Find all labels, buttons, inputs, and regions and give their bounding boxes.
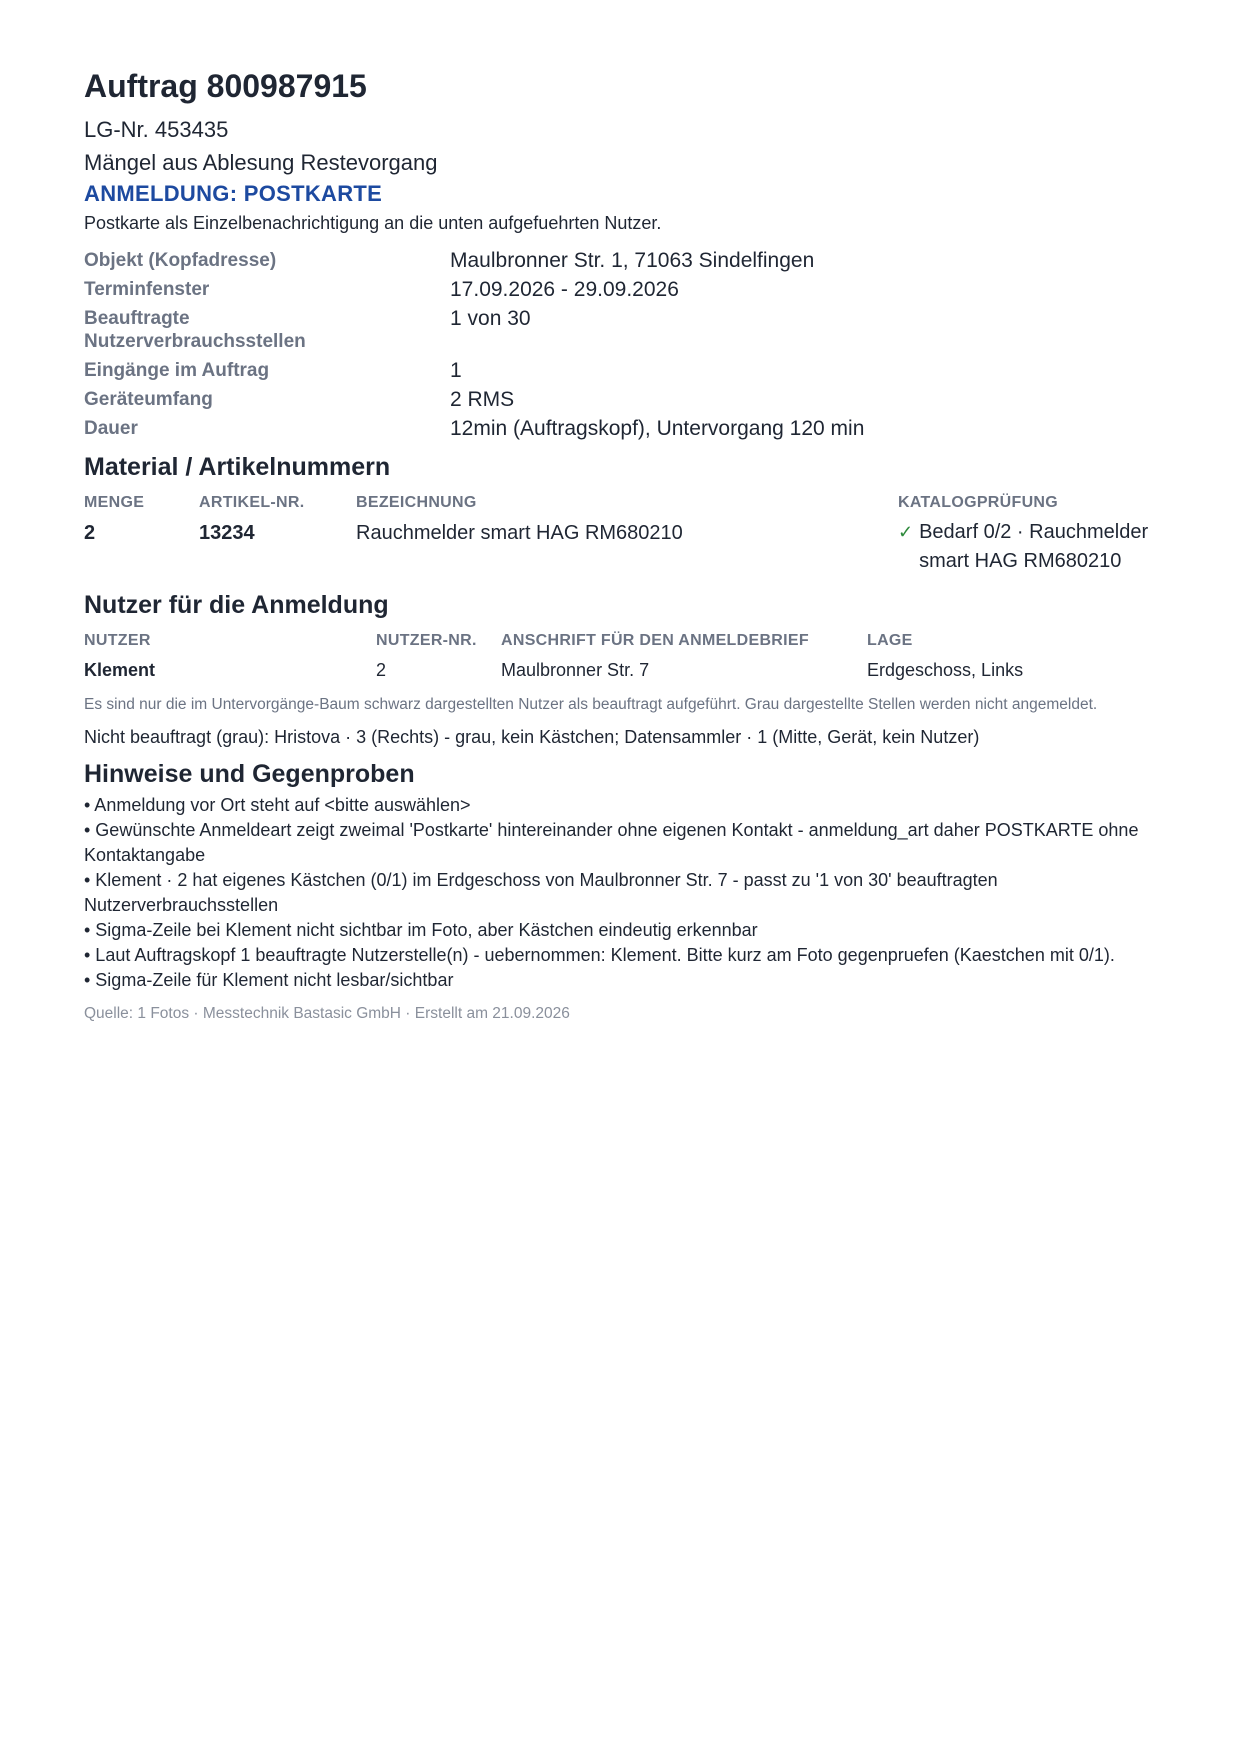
page-title: Auftrag 800987915: [84, 68, 367, 104]
detail-label: Dauer: [84, 418, 138, 439]
detail-label: Geräteumfang: [84, 389, 213, 410]
nicht-beauftragt-text: Nicht beauftragt (grau): Hristova · 3 (Rechts) - grau, kein Kästchen; Datensammler · 1 (Mitte, Gerät, kein Nutzer): [84, 727, 980, 747]
column-header: NUTZER: [84, 632, 151, 649]
artikel-cell: 13234: [199, 522, 255, 544]
column-header: MENGE: [84, 494, 145, 511]
hinweise-heading: Hinweise und Gegenproben: [84, 760, 415, 788]
list-item: • Klement · 2 hat eigenes Kästchen (0/1) im Erdgeschoss von Maulbronner Str. 7 - passt zu '1 von 30' beauftragten Nutzerverbrauchsstellen: [84, 870, 998, 915]
column-header: NUTZER-NR.: [376, 632, 477, 649]
detail-row: [84, 388, 1158, 411]
footer-source: Quelle: 1 Fotos · Messtechnik Bastasic GmbH · Erstellt am 21.09.2026: [84, 1005, 570, 1022]
detail-row: [84, 359, 1158, 382]
hinweise-list: [84, 793, 1158, 993]
check-icon: ✓: [898, 522, 914, 542]
list-item: • Anmeldung vor Ort steht auf <bitte auswählen>: [84, 795, 471, 815]
table-row: [84, 654, 1158, 681]
nutzer-table: [84, 632, 1158, 681]
detail-label: Objekt (Kopfadresse): [84, 250, 277, 271]
bezeichnung-cell: Rauchmelder smart HAG RM680210: [356, 522, 683, 544]
column-header: ANSCHRIFT FÜR DEN ANMELDEBRIEF: [501, 632, 809, 649]
nutzer-heading: Nutzer für die Anmeldung: [84, 591, 389, 619]
anmeldung-description: Postkarte als Einzelbenachrichtigung an die unten aufgefuehrten Nutzer.: [84, 213, 662, 233]
anmeldung-type: ANMELDUNG: POSTKARTE: [84, 181, 383, 206]
detail-row: [84, 307, 1158, 353]
column-header: BEZEICHNUNG: [356, 494, 477, 511]
nutzer-nr-cell: 2: [376, 660, 387, 680]
list-item: • Laut Auftragskopf 1 beauftragte Nutzerstelle(n) - uebernommen: Klement. Bitte kurz am Foto gegenpruefen (Kaestchen mit 0/1).: [84, 945, 1115, 965]
detail-row: [84, 417, 1158, 440]
detail-value: 12min (Auftragskopf), Untervorgang 120 min: [450, 417, 865, 440]
detail-value: 2 RMS: [450, 388, 515, 411]
list-item: • Sigma-Zeile für Klement nicht lesbar/sichtbar: [84, 970, 454, 990]
pruefung-text: Bedarf 0/2 · Rauchmelder smart HAG RM680210: [919, 521, 1149, 572]
detail-label: Terminfenster: [84, 279, 210, 300]
order-subtitle: Mängel aus Ablesung Restevorgang: [84, 150, 438, 175]
table-row: [84, 516, 1158, 576]
detail-row: [84, 278, 1158, 301]
detail-row: [84, 249, 1158, 272]
material-table: [84, 494, 1158, 576]
material-header-row: [84, 494, 1158, 516]
detail-value: 1: [450, 359, 462, 382]
detail-label: Eingänge im Auftrag: [84, 360, 270, 381]
column-header: LAGE: [867, 632, 913, 649]
pruefung-cell: [898, 516, 1158, 576]
menge-cell: 2: [84, 522, 96, 544]
detail-label: Beauftragte Nutzerverbrauchsstellen: [84, 308, 306, 352]
nutzer-header-row: [84, 632, 1158, 654]
column-header: KATALOGPRÜFUNG: [898, 494, 1059, 511]
details-list: [84, 249, 1158, 440]
list-item: • Gewünschte Anmeldeart zeigt zweimal 'Postkarte' hintereinander ohne eigenen Kontakt - anmeldung_art daher POSTKARTE ohne Kontaktangabe: [84, 820, 1139, 865]
detail-value: 1 von 30: [450, 307, 531, 330]
material-heading: Material / Artikelnummern: [84, 453, 391, 481]
detail-value: Maulbronner Str. 1, 71063 Sindelfingen: [450, 249, 815, 272]
detail-value: 17.09.2026 - 29.09.2026: [450, 278, 679, 301]
lg-number: LG-Nr. 453435: [84, 117, 229, 142]
list-item: • Sigma-Zeile bei Klement nicht sichtbar im Foto, aber Kästchen eindeutig erkennbar: [84, 920, 758, 940]
column-header: ARTIKEL-NR.: [199, 494, 305, 511]
nutzer-note: Es sind nur die im Untervorgänge-Baum schwarz dargestellten Nutzer als beauftragt aufgeführt. Grau dargestellte Stellen werden nicht angemeldet.: [84, 696, 1098, 713]
anschrift-cell: Maulbronner Str. 7: [501, 660, 650, 680]
lage-cell: Erdgeschoss, Links: [867, 660, 1024, 680]
nutzer-name-cell: Klement: [84, 660, 156, 680]
